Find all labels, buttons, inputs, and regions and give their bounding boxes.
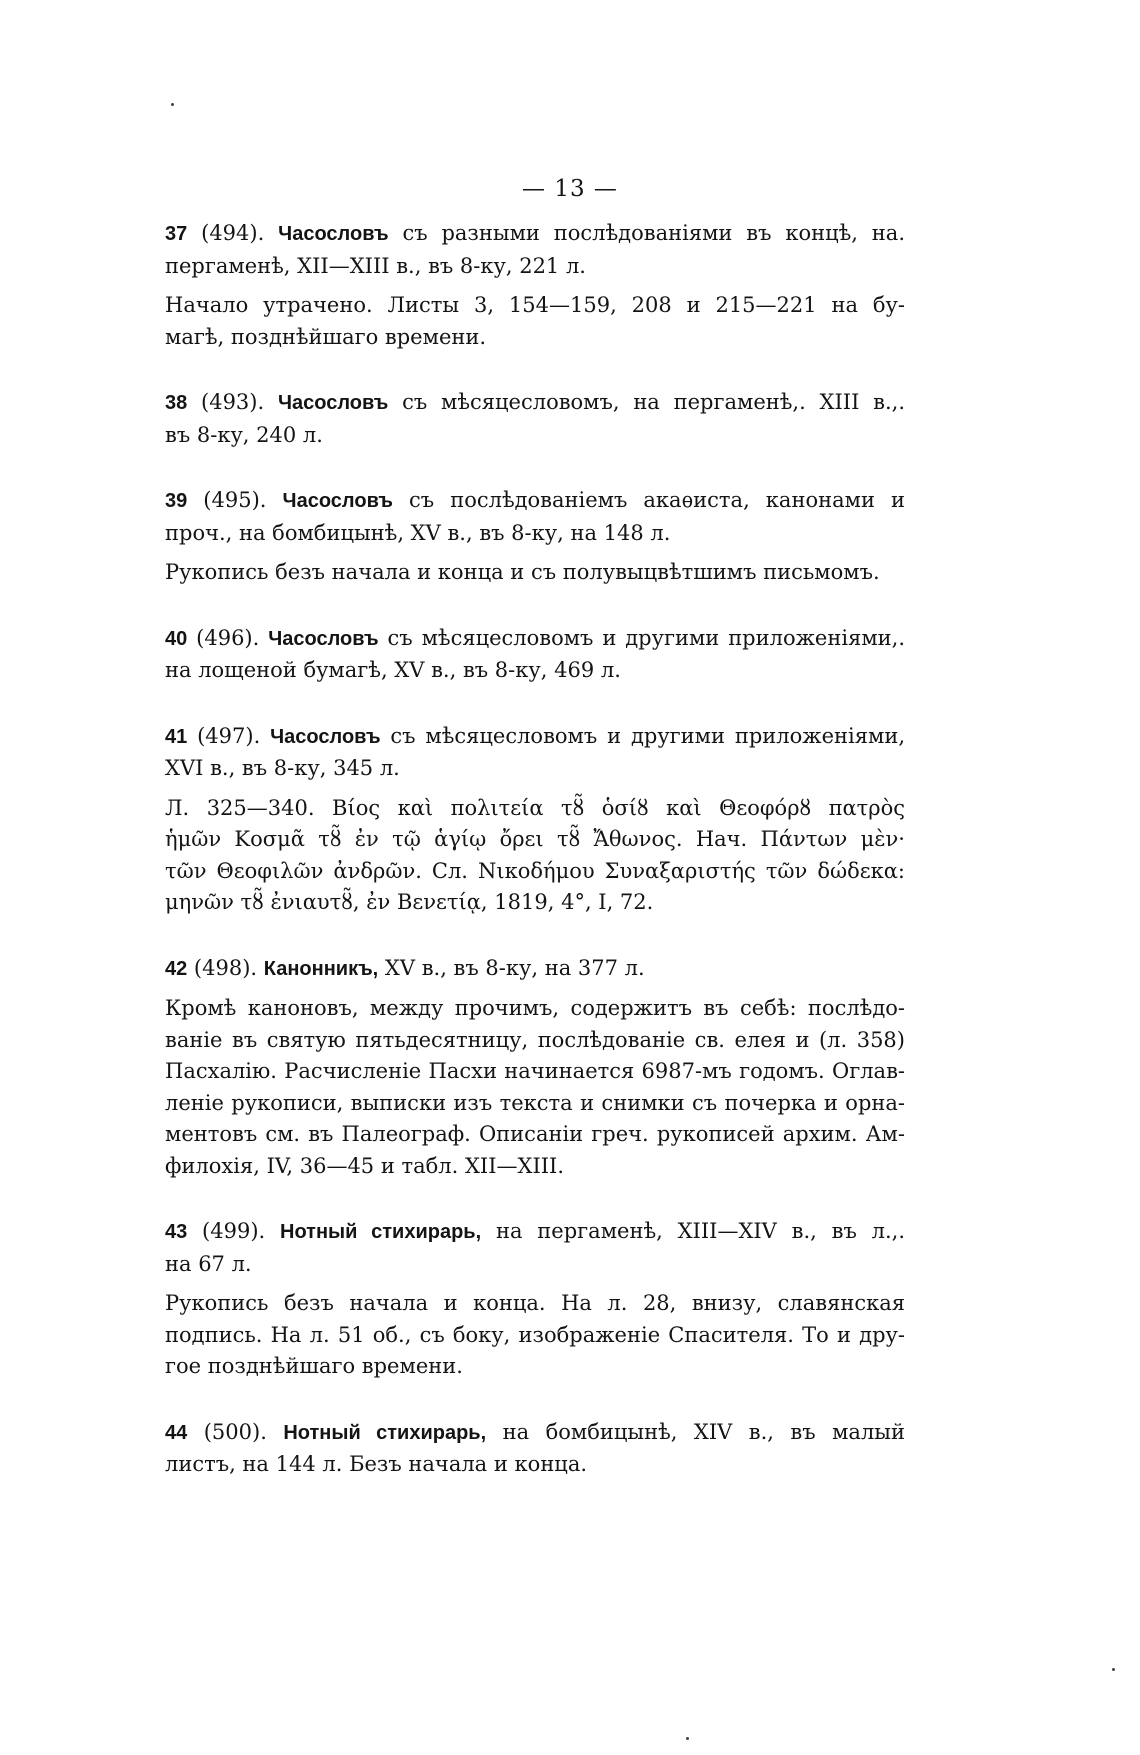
entry-header-line: на лощеной бумагѣ, XV в., въ 8-ку, 469 л. <box>165 658 621 682</box>
entry-catalog-ref: (500). <box>187 1419 284 1444</box>
description-line: μηνῶν τȣ̃ ἐνιαυτȣ̃, ἐν Βενετίᾳ, 1819, 4°, I, 72. <box>165 890 654 914</box>
entry-header-text: съ мѣсяцесловомъ и другими приложеніями,. <box>378 625 905 650</box>
entry-description <box>165 1288 905 1383</box>
entry-catalog-ref: (496). <box>187 625 269 650</box>
entry-header-line <box>165 1417 905 1450</box>
entry-description <box>165 290 905 353</box>
entry-header-line: проч., на бомбицынѣ, XV в., въ 8-ку, на 148 л. <box>165 520 671 545</box>
entry-catalog-ref: (493). <box>187 390 278 414</box>
entry-header-line: пергаменѣ, XII—XIII в., въ 8-ку, 221 л. <box>165 253 586 278</box>
entry-number: 41 <box>165 725 188 748</box>
entry-header-text: съ послѣдованіемъ акаѳиста, канонами и <box>392 488 906 512</box>
entry-header-line <box>165 218 905 251</box>
entry-catalog-ref: (494). <box>187 221 279 245</box>
description-line: филохія, IV, 36—45 и табл. XII—XIII. <box>165 1153 565 1178</box>
entry-header-line: XVI в., въ 8-ку, 345 л. <box>165 756 400 780</box>
catalog-entry-38 <box>165 387 905 451</box>
entry-catalog-ref: (499). <box>187 1219 281 1243</box>
description-line: Л. 325—340. Βίος καὶ πολιτεία τȣ̃ ὁσίȣ καὶ Θεοφόρȣ πατρὸς <box>165 795 905 820</box>
scan-speck <box>171 103 174 106</box>
entry-header-line: въ 8-ку, 240 л. <box>165 422 323 447</box>
description-line: ἡμῶν Κοσμᾶ τȣ̃ ἐν τῷ ἁγίῳ ὄρει τȣ̃ Ἄθωνος. Нач. Πάντων μὲν· <box>165 827 905 851</box>
entry-number: 40 <box>165 627 188 650</box>
entry-header-text: XV в., въ 8-ку, на 377 л. <box>378 955 645 980</box>
entry-header-line <box>165 623 905 656</box>
entry-number: 43 <box>165 1221 188 1243</box>
scan-speck <box>1112 1668 1115 1671</box>
page-number: — 13 — <box>522 176 618 202</box>
entry-description <box>165 793 905 919</box>
entry-header-line <box>165 387 905 420</box>
entry-header-line: листъ, на 144 л. Безъ начала и конца. <box>165 1452 588 1476</box>
entry-number: 42 <box>165 957 188 980</box>
entry-title: Часословъ <box>282 490 393 512</box>
entry-catalog-ref: (495). <box>187 488 283 512</box>
description-line: ментовъ см. въ Палеограф. Описаніи греч. рукописей архим. Ам- <box>165 1122 905 1146</box>
entry-header-text: на пергаменѣ, XIII—XIV в., въ л.,. <box>481 1219 906 1243</box>
entry-description <box>165 993 905 1182</box>
description-line: Начало утрачено. Листы 3, 154—159, 208 и 215—221 на бу- <box>165 293 905 317</box>
entry-title: Часословъ <box>268 627 379 650</box>
entry-number: 44 <box>165 1421 188 1444</box>
entry-title: Нотный стихирарь, <box>283 1421 487 1444</box>
entry-header-text: съ разными послѣдованіями въ концѣ, на. <box>388 221 906 245</box>
entry-header-line <box>165 953 905 986</box>
entry-description <box>165 557 905 589</box>
entry-title: Канонникъ, <box>263 957 379 980</box>
description-line: Пасхалію. Расчисленіе Пасхи начинается 6987-мъ годомъ. Оглав- <box>165 1059 905 1083</box>
entry-title: Часословъ <box>277 392 389 414</box>
entry-header-line: на 67 л. <box>165 1251 252 1276</box>
entry-number: 38 <box>165 392 188 414</box>
entry-header-text: съ мѣсяцесловомъ и другими приложеніями, <box>380 723 905 748</box>
description-line: ваніе въ святую пятьдесятницу, послѣдованіе св. елея и (л. 358) <box>165 1027 905 1052</box>
catalog-entry-42 <box>165 953 905 1183</box>
description-line: подпись. На л. 51 об., съ боку, изображеніе Спасителя. То и дру- <box>165 1322 905 1347</box>
catalog-entry-37 <box>165 218 905 353</box>
description-line: Кромѣ каноновъ, между прочимъ, содержитъ въ себѣ: послѣдо- <box>165 996 905 1020</box>
catalog-entry-39 <box>165 485 905 589</box>
entry-title: Нотный стихирарь, <box>280 1221 482 1243</box>
entry-number: 37 <box>165 223 188 245</box>
catalog-entry-43 <box>165 1216 905 1383</box>
entry-header-line <box>165 485 905 518</box>
description-line: τῶν Θεοφιλῶν ἀνδρῶν. Сл. Νικοδήμου Συναξαριστής τῶν δώδεκα: <box>165 858 905 883</box>
description-line: гое позднѣйшаго времени. <box>165 1354 463 1378</box>
description-line: Рукопись безъ начала и конца и съ полувыцвѣтшимъ письмомъ. <box>165 560 880 584</box>
entry-header-line <box>165 1216 905 1249</box>
catalog-entry-44 <box>165 1417 905 1481</box>
entry-header-text: съ мѣсяцесловомъ, на пергаменѣ,. XIII в.,. <box>388 390 905 414</box>
entry-header-line <box>165 721 905 754</box>
description-line: леніе рукописи, выписки изъ текста и снимки съ почерка и орна- <box>165 1090 905 1115</box>
description-line: Рукопись безъ начала и конца. На л. 28, внизу, славянская <box>165 1291 905 1315</box>
catalog-content <box>165 218 905 1515</box>
description-line: магѣ, позднѣйшаго времени. <box>165 324 487 349</box>
entry-number: 39 <box>165 490 188 512</box>
scan-speck <box>686 1737 689 1740</box>
entry-title: Часословъ <box>278 223 389 245</box>
catalog-entry-40 <box>165 623 905 687</box>
entry-header-text: на бомбицынѣ, XIV в., въ малый <box>486 1419 905 1444</box>
entry-catalog-ref: (497). <box>187 723 271 748</box>
entry-title: Часословъ <box>270 725 381 748</box>
catalog-entry-41 <box>165 721 905 919</box>
entry-catalog-ref: (498). <box>187 955 264 980</box>
